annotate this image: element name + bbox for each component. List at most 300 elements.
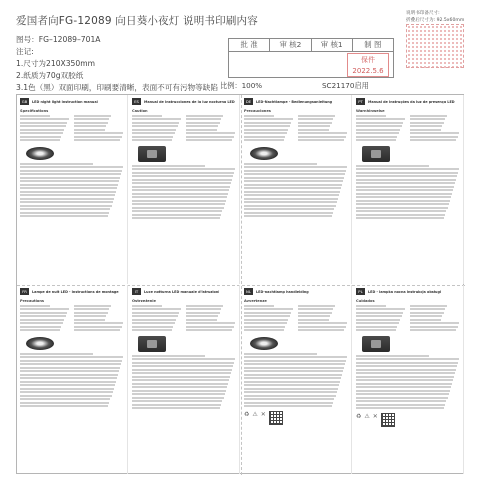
text-line (356, 315, 402, 317)
text-line (410, 319, 441, 321)
text-line (298, 125, 330, 127)
text-line (298, 326, 346, 328)
text-line (298, 312, 332, 314)
page-title-row (20, 97, 124, 106)
section-heading: Precautions (20, 299, 45, 303)
text-line (356, 322, 399, 324)
page-title: LED-nachtlamp handleiding (256, 289, 309, 294)
text-line (410, 136, 458, 138)
code-label: SC21170启用 (322, 81, 369, 90)
text-line (356, 397, 448, 399)
text-line (132, 203, 225, 205)
section-heading: Warnhinweise (356, 109, 385, 113)
text-line (356, 369, 456, 371)
text-line (356, 386, 451, 388)
text-line (356, 203, 449, 205)
text-line (410, 322, 459, 324)
text-line (410, 129, 441, 131)
text-line (132, 186, 230, 188)
text-line (244, 381, 340, 383)
text-line (410, 139, 456, 141)
page-title: Lampe de nuit LED - Instructions de montage (32, 289, 119, 294)
page-title: LED night light instruction manual (32, 99, 98, 104)
text-line (244, 166, 347, 168)
text-line (356, 193, 452, 195)
text-line (410, 115, 447, 117)
stamp-date: 2022.5.6 (352, 67, 384, 75)
text-line (244, 356, 347, 358)
text-line (132, 376, 230, 378)
text-line (74, 326, 122, 328)
text-line (132, 168, 235, 170)
approval-col-review2: 审 核2 (270, 39, 311, 51)
text-line (244, 187, 341, 189)
text-line (356, 172, 458, 174)
text-line (244, 194, 339, 196)
text-line (410, 118, 445, 120)
text-line (132, 172, 234, 174)
text-line (244, 305, 274, 307)
text-line (244, 363, 345, 365)
text-line (356, 136, 397, 138)
manual-page-pl (353, 285, 464, 474)
text-line (186, 115, 223, 117)
manual-page-de (241, 95, 352, 284)
text-line (20, 194, 115, 196)
qr-code-icon (381, 413, 395, 427)
text-line (356, 404, 445, 406)
night-light-illustration (250, 147, 278, 160)
text-line (244, 398, 334, 400)
section-heading: Cuidados (356, 299, 375, 303)
text-line (20, 136, 61, 138)
approval-col-review1: 审 核1 (312, 39, 353, 51)
text-line (356, 196, 451, 198)
text-line (244, 322, 287, 324)
page-title-row (356, 287, 460, 296)
text-line (132, 217, 220, 219)
text-line (356, 186, 454, 188)
text-line (244, 118, 293, 120)
page-title-row (132, 287, 236, 296)
fold-grid-graphic (406, 24, 464, 68)
section-heading: Precauciones (244, 109, 271, 113)
text-line (244, 353, 317, 355)
text-line (20, 177, 120, 179)
text-line (298, 139, 344, 141)
qr-code-icon (269, 411, 283, 425)
text-line (410, 305, 447, 307)
text-line (132, 132, 175, 134)
text-line (20, 322, 63, 324)
text-line (20, 377, 117, 379)
text-line (186, 315, 218, 317)
text-line (132, 305, 162, 307)
text-line (244, 315, 290, 317)
text-line (410, 312, 444, 314)
text-line (356, 165, 429, 167)
text-line (298, 322, 347, 324)
text-line (186, 308, 221, 310)
text-line (132, 315, 178, 317)
text-line (132, 369, 232, 371)
text-line (74, 329, 120, 331)
text-line (356, 207, 448, 209)
text-line (132, 182, 231, 184)
text-line (356, 355, 429, 357)
text-line (20, 363, 121, 365)
text-line (132, 383, 228, 385)
text-line (20, 374, 118, 376)
fold-size-line2: 折叠后尺寸为: 92.5x60mm (406, 18, 465, 23)
text-line (20, 122, 67, 124)
text-line (356, 200, 450, 202)
fold-size-line1: 说明书印备尺寸: (406, 11, 440, 16)
text-line (356, 376, 454, 378)
text-line (244, 377, 341, 379)
text-line (20, 326, 61, 328)
document-title: 爱国者向FG-12089 向日葵小夜灯 说明书印刷内容 (16, 15, 258, 27)
text-line (74, 312, 108, 314)
text-line (74, 305, 111, 307)
text-line (20, 184, 118, 186)
text-line (20, 129, 64, 131)
text-line (356, 139, 396, 141)
text-line (356, 390, 450, 392)
text-line (132, 136, 173, 138)
text-line (356, 383, 452, 385)
page-title: Luce notturna LED manuale d'istruzioni (144, 289, 220, 294)
text-line (20, 391, 113, 393)
language-badge: GB (21, 99, 28, 104)
text-line (132, 200, 226, 202)
text-line (74, 125, 106, 127)
text-line (356, 308, 405, 310)
text-line (132, 214, 221, 216)
text-line (244, 402, 333, 404)
text-line (132, 362, 234, 364)
text-line (20, 191, 116, 193)
text-line (186, 129, 217, 131)
section-heading: Caution (132, 109, 148, 113)
text-line (20, 381, 116, 383)
text-line (186, 305, 223, 307)
text-line (244, 136, 285, 138)
text-line (244, 125, 290, 127)
text-line (244, 173, 345, 175)
text-line (356, 217, 444, 219)
text-line (244, 384, 339, 386)
text-line (244, 115, 274, 117)
text-line (132, 326, 173, 328)
text-line (186, 122, 220, 124)
text-line (20, 384, 115, 386)
text-line (132, 175, 233, 177)
text-line (20, 215, 108, 217)
text-line (356, 115, 386, 117)
drawing-number: 图号：FG–12089–701A (16, 35, 101, 44)
text-line (20, 353, 93, 355)
text-line (356, 125, 402, 127)
text-line (410, 326, 458, 328)
text-line (356, 189, 453, 191)
text-line (20, 308, 69, 310)
text-line (132, 322, 175, 324)
text-line (20, 402, 109, 404)
text-line (244, 180, 343, 182)
text-line (356, 179, 456, 181)
text-line (132, 407, 220, 409)
night-light-illustration (26, 147, 54, 160)
scale-label: 比例：100% (220, 81, 263, 90)
text-line (132, 179, 232, 181)
text-line (20, 139, 60, 141)
language-badge: NL (244, 288, 253, 295)
text-line (20, 198, 114, 200)
text-line (356, 372, 455, 374)
text-line (132, 308, 181, 310)
text-line (356, 400, 446, 402)
text-line (356, 182, 455, 184)
text-line (74, 115, 111, 117)
text-line (20, 170, 122, 172)
text-line (186, 139, 232, 141)
text-line (132, 129, 176, 131)
text-line (244, 319, 288, 321)
text-line (74, 308, 109, 310)
text-line (20, 212, 109, 214)
page-title: LED - lampka nocna instrukcja obsługi (368, 289, 442, 294)
text-line (74, 129, 105, 131)
text-line (356, 362, 458, 364)
text-line (356, 329, 396, 331)
text-line (132, 118, 181, 120)
text-line (74, 136, 122, 138)
approval-col-approve: 批 准 (229, 39, 270, 51)
text-line (356, 122, 403, 124)
text-line (186, 326, 234, 328)
note-paper: 2.纸质为70g双胶纸 (16, 71, 84, 80)
section-heading: Specifications (20, 109, 49, 113)
language-badge: ES (132, 98, 141, 105)
bin-icon: ✕ (260, 411, 266, 418)
text-line (410, 308, 445, 310)
section-heading: Avvertenze (244, 299, 267, 303)
text-line (298, 329, 344, 331)
language-badge: IT (132, 288, 141, 295)
text-line (410, 132, 459, 134)
plug-illustration (138, 146, 166, 162)
text-line (132, 397, 224, 399)
recycle-icon: ♻ (244, 411, 250, 418)
text-line (132, 115, 162, 117)
text-line (20, 163, 93, 165)
text-line (74, 122, 108, 124)
manual-page-gb (17, 95, 128, 284)
text-line (132, 196, 227, 198)
text-line (132, 207, 224, 209)
text-line (356, 175, 457, 177)
text-line (298, 305, 335, 307)
text-line (298, 136, 346, 138)
manual-page-nl (241, 285, 352, 474)
text-line (356, 319, 400, 321)
approval-col-drawing: 制 图 (364, 40, 382, 49)
notes-label: 注记: (16, 47, 34, 56)
text-line (298, 118, 333, 120)
plug-illustration (362, 336, 390, 352)
text-line (20, 180, 119, 182)
text-line (132, 319, 176, 321)
text-line (410, 329, 456, 331)
text-line (298, 319, 329, 321)
text-line (20, 118, 69, 120)
text-line (132, 393, 225, 395)
text-line (244, 326, 285, 328)
text-line (186, 125, 218, 127)
text-line (74, 319, 105, 321)
text-line (244, 132, 287, 134)
approval-stamp (347, 53, 389, 77)
text-line (132, 193, 228, 195)
night-light-illustration (26, 337, 54, 350)
text-line (244, 308, 293, 310)
text-line (244, 198, 338, 200)
manual-page-pt (353, 95, 464, 284)
text-line (132, 165, 205, 167)
text-line (298, 315, 330, 317)
text-line (356, 210, 446, 212)
warning-icon: ⚠ (252, 411, 258, 418)
text-line (132, 372, 231, 374)
text-line (20, 312, 67, 314)
language-badge: PT (356, 98, 365, 105)
page-title-row (244, 287, 348, 296)
text-line (132, 379, 229, 381)
text-line (20, 187, 117, 189)
text-line (20, 115, 50, 117)
text-line (74, 132, 123, 134)
text-line (20, 388, 114, 390)
text-line (20, 173, 121, 175)
text-line (244, 201, 337, 203)
text-line (20, 360, 122, 362)
text-line (20, 201, 113, 203)
approval-table (228, 38, 394, 78)
manual-page-es (129, 95, 240, 284)
page-title-row (20, 287, 124, 296)
text-line (132, 210, 222, 212)
text-line (356, 365, 457, 367)
page-title-row (244, 97, 348, 106)
text-line (244, 177, 344, 179)
text-line (244, 208, 334, 210)
text-line (356, 379, 453, 381)
plug-illustration (138, 336, 166, 352)
text-line (244, 391, 337, 393)
text-line (244, 395, 336, 397)
language-badge: DE (245, 99, 252, 104)
text-line (186, 322, 235, 324)
text-line (410, 122, 444, 124)
text-line (20, 132, 63, 134)
text-line (244, 212, 333, 214)
fold-size-label (406, 10, 464, 24)
text-line (356, 214, 445, 216)
text-line (132, 355, 205, 357)
text-line (20, 319, 64, 321)
plug-illustration (362, 146, 390, 162)
text-line (244, 122, 291, 124)
text-line (356, 118, 405, 120)
manual-page-fr (17, 285, 128, 474)
text-line (244, 184, 342, 186)
text-line (356, 129, 400, 131)
text-line (20, 205, 112, 207)
text-line (20, 395, 112, 397)
page-title: Manual de instrucciones de la luz nocturna LED (144, 99, 235, 104)
text-line (20, 367, 120, 369)
text-line (244, 129, 288, 131)
text-line (356, 358, 459, 360)
text-line (356, 168, 459, 170)
text-line (132, 358, 235, 360)
text-line (356, 312, 403, 314)
language-badge: PL (356, 288, 365, 295)
text-line (410, 315, 442, 317)
text-line (20, 398, 110, 400)
text-line (244, 367, 344, 369)
text-line (132, 365, 233, 367)
text-line (244, 405, 332, 407)
manual-sheet (16, 94, 464, 474)
text-line (244, 139, 284, 141)
text-line (20, 329, 60, 331)
text-line (132, 390, 226, 392)
text-line (186, 329, 232, 331)
text-line (20, 166, 123, 168)
text-line (298, 129, 329, 131)
text-line (244, 312, 291, 314)
text-line (298, 132, 347, 134)
warning-icon: ⚠ (364, 413, 370, 420)
text-line (74, 118, 109, 120)
language-badge: FR (20, 288, 29, 295)
text-line (356, 326, 397, 328)
text-line (244, 170, 346, 172)
note-size: 1.尺寸为210X350mm (16, 59, 96, 68)
text-line (244, 205, 336, 207)
text-line (244, 370, 343, 372)
text-line (356, 407, 444, 409)
text-line (298, 115, 335, 117)
text-line (132, 125, 178, 127)
text-line (132, 386, 227, 388)
text-line (20, 405, 108, 407)
text-line (298, 308, 333, 310)
text-line (74, 139, 120, 141)
page-title: Manual de instruções da luz de presença LED (368, 99, 455, 104)
text-line (356, 393, 449, 395)
text-line (298, 122, 332, 124)
text-line (410, 125, 442, 127)
page-title-row (356, 97, 460, 106)
text-line (20, 370, 119, 372)
text-line (74, 315, 106, 317)
text-line (20, 125, 66, 127)
text-line (132, 400, 222, 402)
text-line (132, 139, 172, 141)
